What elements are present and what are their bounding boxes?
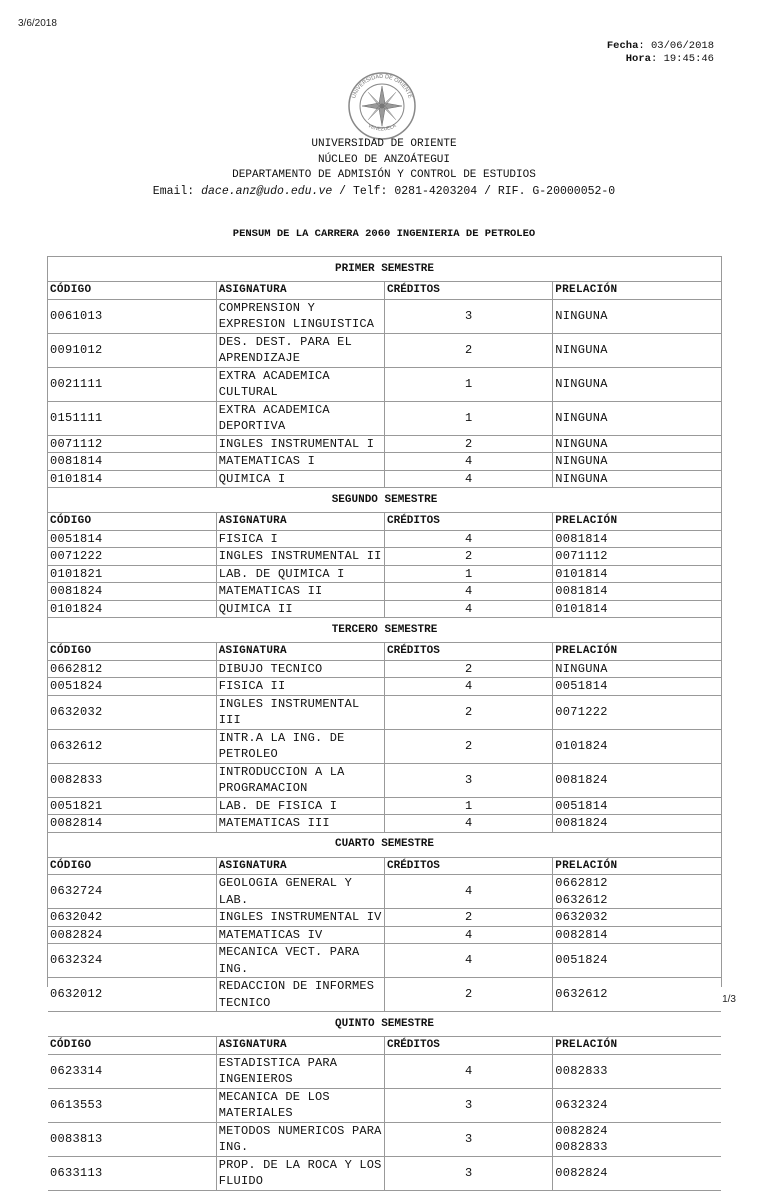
course-code: 0051821 bbox=[48, 797, 216, 815]
course-credits: 2 bbox=[385, 660, 553, 678]
prereq-code: 0051814 bbox=[555, 679, 608, 693]
column-header-asignatura: ASIGNATURA bbox=[216, 1037, 384, 1055]
prereq-code: NINGUNA bbox=[555, 342, 608, 357]
semester-title: CUARTO SEMESTRE bbox=[48, 832, 721, 857]
seal-text-bottom: VENEZUELA bbox=[366, 122, 398, 133]
prereq-code: 0082833 bbox=[555, 1063, 608, 1078]
course-credits: 1 bbox=[385, 367, 553, 401]
semester-header-row bbox=[48, 257, 721, 282]
table-row bbox=[48, 583, 721, 601]
course-prereq bbox=[553, 926, 721, 944]
course-code: 0071112 bbox=[48, 435, 216, 453]
course-code: 0632612 bbox=[48, 729, 216, 763]
course-code: 0083813 bbox=[48, 1122, 216, 1156]
course-name: PROP. DE LA ROCA Y LOS FLUIDO bbox=[216, 1156, 384, 1190]
course-credits: 2 bbox=[385, 435, 553, 453]
course-prereq bbox=[553, 797, 721, 815]
course-prereq bbox=[553, 763, 721, 797]
prereq-code: 0082833 bbox=[555, 1140, 608, 1154]
course-credits: 4 bbox=[385, 678, 553, 696]
course-name: FISICA II bbox=[216, 678, 384, 696]
page-number: 1/3 bbox=[722, 994, 736, 1005]
semester-header-row bbox=[48, 1012, 721, 1037]
course-prereq bbox=[553, 401, 721, 435]
course-name: QUIMICA I bbox=[216, 470, 384, 488]
column-header-row bbox=[48, 282, 721, 300]
institution-header bbox=[0, 137, 768, 199]
course-prereq bbox=[553, 695, 721, 729]
column-header-code: CÓDIGO bbox=[48, 282, 216, 300]
course-credits: 4 bbox=[385, 583, 553, 601]
course-prereq bbox=[553, 1122, 721, 1156]
semester-header-row bbox=[48, 488, 721, 513]
course-prereq bbox=[553, 333, 721, 367]
table-row bbox=[48, 299, 721, 333]
prereq-code: 0082824 bbox=[555, 1123, 608, 1138]
course-code: 0632724 bbox=[48, 875, 216, 909]
column-header-asignatura: ASIGNATURA bbox=[216, 282, 384, 300]
course-name: ESTADISTICA PARA INGENIEROS bbox=[216, 1054, 384, 1088]
course-credits: 2 bbox=[385, 548, 553, 566]
table-row bbox=[48, 797, 721, 815]
timestamp-block bbox=[607, 40, 714, 66]
course-credits: 2 bbox=[385, 729, 553, 763]
table-row bbox=[48, 470, 721, 488]
course-credits: 4 bbox=[385, 453, 553, 471]
pensum-title: PENSUM DE LA CARRERA 2060 INGENIERIA DE PETROLEO bbox=[232, 228, 536, 240]
semester-header-row bbox=[48, 832, 721, 857]
course-name: DES. DEST. PARA EL APRENDIZAJE bbox=[216, 333, 384, 367]
seal-text-top: UNIVERSIDAD DE ORIENTE bbox=[351, 73, 413, 100]
course-credits: 4 bbox=[385, 600, 553, 618]
prereq-code: 0071112 bbox=[555, 549, 608, 563]
course-prereq bbox=[553, 729, 721, 763]
semester-title: TERCERO SEMESTRE bbox=[48, 618, 721, 643]
course-credits: 4 bbox=[385, 875, 553, 909]
column-header-row bbox=[48, 643, 721, 661]
table-row bbox=[48, 875, 721, 909]
prereq-code: 0632612 bbox=[555, 892, 608, 907]
table-row bbox=[48, 678, 721, 696]
semester-title: SEGUNDO SEMESTRE bbox=[48, 488, 721, 513]
prereq-code: 0082824 bbox=[555, 1165, 608, 1180]
column-header-code: CÓDIGO bbox=[48, 513, 216, 531]
course-credits: 2 bbox=[385, 333, 553, 367]
course-credits: 4 bbox=[385, 926, 553, 944]
fecha-value: 03/06/2018 bbox=[650, 40, 714, 52]
course-name: DIBUJO TECNICO bbox=[216, 660, 384, 678]
column-header-creditos: CRÉDITOS bbox=[385, 857, 553, 875]
course-code: 0021111 bbox=[48, 367, 216, 401]
table-row bbox=[48, 926, 721, 944]
table-row bbox=[48, 401, 721, 435]
table-row bbox=[48, 978, 721, 1012]
course-code: 0071222 bbox=[48, 548, 216, 566]
course-name: REDACCION DE INFORMES TECNICO bbox=[216, 978, 384, 1012]
course-prereq bbox=[553, 600, 721, 618]
fecha-line: Fecha: 03/06/2018 bbox=[606, 40, 714, 52]
course-credits: 3 bbox=[385, 763, 553, 797]
table-row bbox=[48, 548, 721, 566]
header-contact bbox=[0, 184, 768, 200]
prereq-code: 0081824 bbox=[555, 772, 608, 787]
prereq-code: 0632612 bbox=[555, 987, 608, 1002]
course-prereq bbox=[553, 1088, 721, 1122]
course-credits: 2 bbox=[385, 695, 553, 729]
course-prereq bbox=[553, 978, 721, 1012]
course-code: 0051814 bbox=[48, 530, 216, 548]
course-prereq bbox=[553, 909, 721, 927]
course-prereq bbox=[553, 435, 721, 453]
course-name: MECANICA VECT. PARA ING. bbox=[216, 944, 384, 978]
course-code: 0082814 bbox=[48, 815, 216, 833]
university-seal bbox=[342, 70, 422, 140]
course-prereq bbox=[553, 583, 721, 601]
course-code: 0101821 bbox=[48, 565, 216, 583]
course-code: 0633113 bbox=[48, 1156, 216, 1190]
hora-label: Hora bbox=[625, 53, 651, 65]
course-code: 0613553 bbox=[48, 1088, 216, 1122]
course-credits: 1 bbox=[385, 565, 553, 583]
prereq-code: NINGUNA bbox=[555, 410, 608, 425]
course-code: 0091012 bbox=[48, 333, 216, 367]
prereq-code: 0081824 bbox=[555, 816, 608, 830]
prereq-code: NINGUNA bbox=[555, 471, 608, 486]
prereq-code: 0081814 bbox=[555, 531, 608, 546]
column-header-creditos: CRÉDITOS bbox=[385, 282, 553, 300]
course-prereq bbox=[553, 530, 721, 548]
course-credits: 3 bbox=[385, 1088, 553, 1122]
prereq-code: NINGUNA bbox=[555, 436, 608, 451]
contact-rest: / Telf: 0281-4203204 / RIF. G-20000052-0 bbox=[332, 184, 616, 198]
header-university: UNIVERSIDAD DE ORIENTE bbox=[311, 138, 457, 150]
table-row bbox=[48, 530, 721, 548]
table-row bbox=[48, 944, 721, 978]
hora-value: 19:45:46 bbox=[663, 53, 714, 65]
course-prereq bbox=[553, 470, 721, 488]
table-row bbox=[48, 660, 721, 678]
course-name: QUIMICA II bbox=[216, 600, 384, 618]
column-header-creditos: CRÉDITOS bbox=[385, 643, 553, 661]
course-code: 0632012 bbox=[48, 978, 216, 1012]
course-code: 0151111 bbox=[48, 401, 216, 435]
course-prereq bbox=[553, 660, 721, 678]
course-name: EXTRA ACADEMICA CULTURAL bbox=[216, 367, 384, 401]
course-name: COMPRENSION Y EXPRESION LINGUISTICA bbox=[216, 299, 384, 333]
prereq-code: NINGUNA bbox=[555, 661, 608, 676]
table-row bbox=[48, 1054, 721, 1088]
course-prereq bbox=[553, 565, 721, 583]
course-name: INTRODUCCION A LA PROGRAMACION bbox=[216, 763, 384, 797]
course-credits: 3 bbox=[385, 1156, 553, 1190]
course-prereq bbox=[553, 944, 721, 978]
course-name: MECANICA DE LOS MATERIALES bbox=[216, 1088, 384, 1122]
table-row bbox=[48, 909, 721, 927]
column-header-code: CÓDIGO bbox=[48, 857, 216, 875]
table-row bbox=[48, 763, 721, 797]
course-code: 0632042 bbox=[48, 909, 216, 927]
course-prereq bbox=[553, 1156, 721, 1190]
column-header-row bbox=[48, 1037, 721, 1055]
course-credits: 2 bbox=[385, 978, 553, 1012]
table-row bbox=[48, 435, 721, 453]
column-header-code: CÓDIGO bbox=[48, 1037, 216, 1055]
course-code: 0082824 bbox=[48, 926, 216, 944]
header-department: DEPARTAMENTO DE ADMISIÓN Y CONTROL DE ESTUDIOS bbox=[232, 169, 536, 181]
course-code: 0632324 bbox=[48, 944, 216, 978]
column-header-creditos: CRÉDITOS bbox=[385, 1037, 553, 1055]
prereq-code: NINGUNA bbox=[555, 308, 608, 323]
course-name: MATEMATICAS I bbox=[216, 453, 384, 471]
course-prereq bbox=[553, 367, 721, 401]
course-name: FISICA I bbox=[216, 530, 384, 548]
course-prereq bbox=[553, 548, 721, 566]
column-header-row bbox=[48, 857, 721, 875]
course-prereq bbox=[553, 1054, 721, 1088]
column-header-code: CÓDIGO bbox=[48, 643, 216, 661]
prereq-code: 0101814 bbox=[555, 601, 608, 616]
prereq-code: 0051814 bbox=[555, 798, 608, 813]
course-prereq bbox=[553, 678, 721, 696]
table-row bbox=[48, 695, 721, 729]
course-credits: 2 bbox=[385, 909, 553, 927]
table-row bbox=[48, 1122, 721, 1156]
prereq-code: NINGUNA bbox=[555, 376, 608, 391]
column-header-creditos: CRÉDITOS bbox=[385, 513, 553, 531]
semester-title: PRIMER SEMESTRE bbox=[48, 257, 721, 282]
course-credits: 4 bbox=[385, 470, 553, 488]
course-prereq bbox=[553, 875, 721, 909]
semester-header-row bbox=[48, 618, 721, 643]
course-name: LAB. DE QUIMICA I bbox=[216, 565, 384, 583]
column-header-asignatura: ASIGNATURA bbox=[216, 513, 384, 531]
table-row bbox=[48, 367, 721, 401]
header-nucleo: NÚCLEO DE ANZOÁTEGUI bbox=[317, 153, 451, 166]
prereq-code: 0051824 bbox=[555, 953, 608, 968]
pensum-table bbox=[47, 256, 722, 1188]
table-row bbox=[48, 565, 721, 583]
table-row bbox=[48, 1156, 721, 1190]
prereq-code: NINGUNA bbox=[555, 454, 608, 468]
pensum-grid bbox=[48, 257, 721, 1191]
course-name: LAB. DE FISICA I bbox=[216, 797, 384, 815]
course-name: EXTRA ACADEMICA DEPORTIVA bbox=[216, 401, 384, 435]
course-name: INGLES INSTRUMENTAL I bbox=[216, 435, 384, 453]
course-credits: 3 bbox=[385, 1122, 553, 1156]
course-prereq bbox=[553, 815, 721, 833]
column-header-prelacion: PRELACIÓN bbox=[553, 282, 721, 300]
course-code: 0623314 bbox=[48, 1054, 216, 1088]
prereq-code: 0632324 bbox=[555, 1097, 608, 1112]
course-code: 0061013 bbox=[48, 299, 216, 333]
table-row bbox=[48, 729, 721, 763]
column-header-prelacion: PRELACIÓN bbox=[553, 513, 721, 531]
course-name: MATEMATICAS IV bbox=[216, 926, 384, 944]
prereq-code: 0662812 bbox=[555, 876, 608, 890]
course-prereq bbox=[553, 299, 721, 333]
course-credits: 4 bbox=[385, 944, 553, 978]
course-code: 0101814 bbox=[48, 470, 216, 488]
column-header-prelacion: PRELACIÓN bbox=[553, 1037, 721, 1055]
column-header-row bbox=[48, 513, 721, 531]
prereq-code: 0101814 bbox=[555, 566, 608, 581]
course-name: METODOS NUMERICOS PARA ING. bbox=[216, 1122, 384, 1156]
table-row bbox=[48, 600, 721, 618]
prereq-code: 0071222 bbox=[555, 704, 608, 719]
hora-line: Hora: 19:45:46 bbox=[625, 53, 714, 65]
column-header-asignatura: ASIGNATURA bbox=[216, 857, 384, 875]
course-name: INGLES INSTRUMENTAL II bbox=[216, 548, 384, 566]
table-row bbox=[48, 815, 721, 833]
fecha-label: Fecha bbox=[606, 40, 639, 52]
course-credits: 4 bbox=[385, 815, 553, 833]
course-name: MATEMATICAS III bbox=[216, 815, 384, 833]
prereq-code: 0101824 bbox=[555, 738, 608, 753]
course-code: 0632032 bbox=[48, 695, 216, 729]
course-name: INGLES INSTRUMENTAL IV bbox=[216, 909, 384, 927]
course-credits: 1 bbox=[385, 401, 553, 435]
table-row bbox=[48, 1088, 721, 1122]
semester-title: QUINTO SEMESTRE bbox=[48, 1012, 721, 1037]
table-row bbox=[48, 453, 721, 471]
course-credits: 1 bbox=[385, 797, 553, 815]
course-code: 0662812 bbox=[48, 660, 216, 678]
prereq-code: 0081814 bbox=[555, 584, 608, 598]
course-code: 0082833 bbox=[48, 763, 216, 797]
table-row bbox=[48, 333, 721, 367]
course-code: 0101824 bbox=[48, 600, 216, 618]
course-credits: 4 bbox=[385, 530, 553, 548]
column-header-prelacion: PRELACIÓN bbox=[553, 643, 721, 661]
prereq-code: 0082814 bbox=[555, 927, 608, 942]
course-code: 0081814 bbox=[48, 453, 216, 471]
course-code: 0051824 bbox=[48, 678, 216, 696]
course-prereq bbox=[553, 453, 721, 471]
prereq-code: 0632032 bbox=[555, 910, 608, 924]
course-name: INGLES INSTRUMENTAL III bbox=[216, 695, 384, 729]
print-date: 3/6/2018 bbox=[18, 18, 57, 29]
email-address: dace.anz@udo.edu.ve bbox=[201, 184, 333, 198]
email-label: Email: bbox=[152, 184, 195, 198]
course-credits: 3 bbox=[385, 299, 553, 333]
course-name: INTR.A LA ING. DE PETROLEO bbox=[216, 729, 384, 763]
column-header-prelacion: PRELACIÓN bbox=[553, 857, 721, 875]
course-name: MATEMATICAS II bbox=[216, 583, 384, 601]
course-code: 0081824 bbox=[48, 583, 216, 601]
column-header-asignatura: ASIGNATURA bbox=[216, 643, 384, 661]
course-credits: 4 bbox=[385, 1054, 553, 1088]
course-name: GEOLOGIA GENERAL Y LAB. bbox=[216, 875, 384, 909]
